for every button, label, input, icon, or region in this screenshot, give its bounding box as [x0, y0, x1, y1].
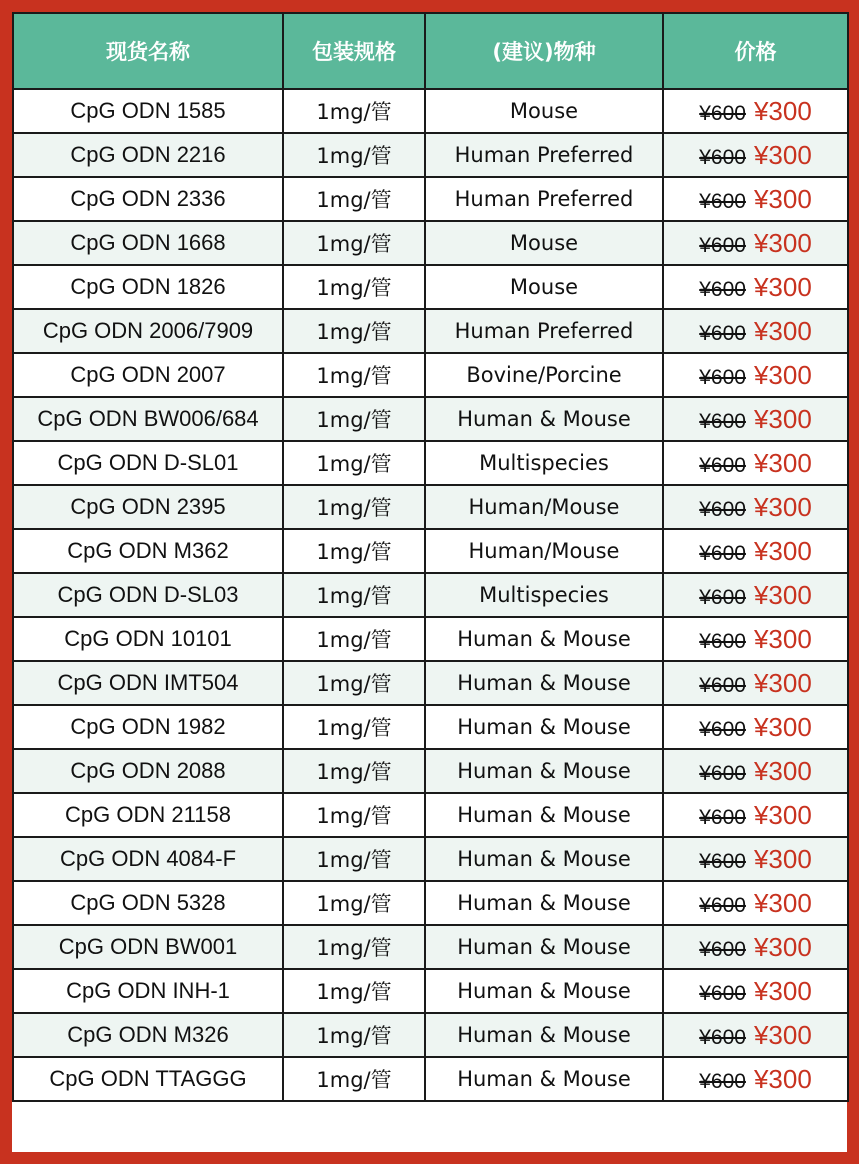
- product-name-cell: CpG ODN BW006/684: [13, 397, 283, 441]
- product-name-cell: CpG ODN 2006/7909: [13, 309, 283, 353]
- species-cell: Human Preferred: [425, 309, 663, 353]
- product-name-cell: CpG ODN D-SL03: [13, 573, 283, 617]
- price-cell: [663, 177, 848, 221]
- table-row: [13, 265, 848, 309]
- price-cell: [663, 705, 848, 749]
- sale-price: ¥300: [753, 227, 812, 258]
- product-price-table: [12, 12, 849, 1102]
- price-cell: [663, 617, 848, 661]
- price-cell: [663, 837, 848, 881]
- table-row: [13, 1013, 848, 1057]
- price-cell: [663, 969, 848, 1013]
- species-cell: Multispecies: [425, 573, 663, 617]
- product-name-cell: CpG ODN 4084-F: [13, 837, 283, 881]
- table-row: [13, 309, 848, 353]
- price-cell: [663, 881, 848, 925]
- package-spec-cell: 1mg/管: [283, 925, 425, 969]
- package-spec-cell: 1mg/管: [283, 177, 425, 221]
- original-price: ¥600: [699, 761, 746, 785]
- price-cell: [663, 485, 848, 529]
- sale-price: ¥300: [753, 667, 812, 698]
- table-row: [13, 793, 848, 837]
- table-row: [13, 529, 848, 573]
- table-row: [13, 837, 848, 881]
- package-spec-cell: 1mg/管: [283, 705, 425, 749]
- package-spec-cell: 1mg/管: [283, 309, 425, 353]
- sale-price: ¥300: [753, 271, 812, 302]
- sale-price: ¥300: [753, 755, 812, 786]
- sale-price: ¥300: [753, 975, 812, 1006]
- product-name-cell: CpG ODN D-SL01: [13, 441, 283, 485]
- product-name-cell: CpG ODN TTAGGG: [13, 1057, 283, 1101]
- species-cell: Human Preferred: [425, 133, 663, 177]
- package-spec-cell: 1mg/管: [283, 221, 425, 265]
- package-spec-cell: 1mg/管: [283, 353, 425, 397]
- price-cell: [663, 221, 848, 265]
- sale-price: ¥300: [753, 1019, 812, 1050]
- price-table-frame: [12, 12, 847, 1152]
- species-cell: Human & Mouse: [425, 1057, 663, 1101]
- original-price: ¥600: [699, 497, 746, 521]
- package-spec-cell: 1mg/管: [283, 837, 425, 881]
- price-cell: [663, 133, 848, 177]
- original-price: ¥600: [699, 321, 746, 345]
- table-header-row: [13, 13, 848, 89]
- product-name-cell: CpG ODN 1826: [13, 265, 283, 309]
- table-row: [13, 89, 848, 133]
- table-row: [13, 925, 848, 969]
- package-spec-cell: 1mg/管: [283, 661, 425, 705]
- price-cell: [663, 265, 848, 309]
- package-spec-cell: 1mg/管: [283, 485, 425, 529]
- package-spec-cell: 1mg/管: [283, 1057, 425, 1101]
- product-name-cell: CpG ODN 2395: [13, 485, 283, 529]
- sale-price: ¥300: [753, 711, 812, 742]
- species-cell: Human & Mouse: [425, 925, 663, 969]
- product-name-cell: CpG ODN BW001: [13, 925, 283, 969]
- species-cell: Human & Mouse: [425, 881, 663, 925]
- sale-price: ¥300: [753, 579, 812, 610]
- price-cell: [663, 925, 848, 969]
- package-spec-cell: 1mg/管: [283, 397, 425, 441]
- original-price: ¥600: [699, 453, 746, 477]
- product-name-cell: CpG ODN M362: [13, 529, 283, 573]
- species-cell: Human Preferred: [425, 177, 663, 221]
- table-row: [13, 617, 848, 661]
- product-name-cell: CpG ODN M326: [13, 1013, 283, 1057]
- sale-price: ¥300: [753, 887, 812, 918]
- table-row: [13, 969, 848, 1013]
- table-row: [13, 441, 848, 485]
- product-name-cell: CpG ODN 1585: [13, 89, 283, 133]
- original-price: ¥600: [699, 277, 746, 301]
- original-price: ¥600: [699, 893, 746, 917]
- package-spec-cell: 1mg/管: [283, 617, 425, 661]
- table-row: [13, 485, 848, 529]
- original-price: ¥600: [699, 937, 746, 961]
- species-cell: Human & Mouse: [425, 837, 663, 881]
- product-name-cell: CpG ODN 2216: [13, 133, 283, 177]
- product-name-cell: CpG ODN 21158: [13, 793, 283, 837]
- original-price: ¥600: [699, 981, 746, 1005]
- species-cell: Mouse: [425, 265, 663, 309]
- sale-price: ¥300: [753, 535, 812, 566]
- species-cell: Human & Mouse: [425, 397, 663, 441]
- package-spec-cell: 1mg/管: [283, 749, 425, 793]
- price-cell: [663, 441, 848, 485]
- sale-price: ¥300: [753, 1063, 812, 1094]
- package-spec-cell: 1mg/管: [283, 441, 425, 485]
- package-spec-cell: 1mg/管: [283, 881, 425, 925]
- sale-price: ¥300: [753, 403, 812, 434]
- package-spec-cell: 1mg/管: [283, 1013, 425, 1057]
- original-price: ¥600: [699, 233, 746, 257]
- original-price: ¥600: [699, 409, 746, 433]
- original-price: ¥600: [699, 717, 746, 741]
- sale-price: ¥300: [753, 183, 812, 214]
- table-row: [13, 133, 848, 177]
- original-price: ¥600: [699, 849, 746, 873]
- original-price: ¥600: [699, 145, 746, 169]
- package-spec-cell: 1mg/管: [283, 529, 425, 573]
- price-cell: [663, 661, 848, 705]
- product-name-cell: CpG ODN 2336: [13, 177, 283, 221]
- header-species: (建议)物种: [425, 13, 663, 89]
- product-name-cell: CpG ODN 1982: [13, 705, 283, 749]
- header-price: 价格: [663, 13, 848, 89]
- table-row: [13, 573, 848, 617]
- species-cell: Human & Mouse: [425, 617, 663, 661]
- species-cell: Human & Mouse: [425, 969, 663, 1013]
- species-cell: Human/Mouse: [425, 529, 663, 573]
- package-spec-cell: 1mg/管: [283, 793, 425, 837]
- species-cell: Human & Mouse: [425, 793, 663, 837]
- original-price: ¥600: [699, 629, 746, 653]
- species-cell: Human & Mouse: [425, 1013, 663, 1057]
- original-price: ¥600: [699, 189, 746, 213]
- package-spec-cell: 1mg/管: [283, 969, 425, 1013]
- table-row: [13, 1057, 848, 1101]
- product-name-cell: CpG ODN 1668: [13, 221, 283, 265]
- product-name-cell: CpG ODN 10101: [13, 617, 283, 661]
- original-price: ¥600: [699, 585, 746, 609]
- price-cell: [663, 1013, 848, 1057]
- price-cell: [663, 749, 848, 793]
- product-name-cell: CpG ODN 2088: [13, 749, 283, 793]
- price-cell: [663, 529, 848, 573]
- product-name-cell: CpG ODN INH-1: [13, 969, 283, 1013]
- sale-price: ¥300: [753, 799, 812, 830]
- species-cell: Human & Mouse: [425, 705, 663, 749]
- header-package-spec: 包装规格: [283, 13, 425, 89]
- price-cell: [663, 573, 848, 617]
- original-price: ¥600: [699, 365, 746, 389]
- species-cell: Multispecies: [425, 441, 663, 485]
- species-cell: Human & Mouse: [425, 661, 663, 705]
- product-name-cell: CpG ODN 5328: [13, 881, 283, 925]
- sale-price: ¥300: [753, 95, 812, 126]
- package-spec-cell: 1mg/管: [283, 89, 425, 133]
- original-price: ¥600: [699, 101, 746, 125]
- price-cell: [663, 1057, 848, 1101]
- table-row: [13, 353, 848, 397]
- original-price: ¥600: [699, 1069, 746, 1093]
- price-cell: [663, 397, 848, 441]
- original-price: ¥600: [699, 673, 746, 697]
- package-spec-cell: 1mg/管: [283, 573, 425, 617]
- species-cell: Human & Mouse: [425, 749, 663, 793]
- price-cell: [663, 353, 848, 397]
- species-cell: Mouse: [425, 89, 663, 133]
- sale-price: ¥300: [753, 491, 812, 522]
- package-spec-cell: 1mg/管: [283, 133, 425, 177]
- table-row: [13, 177, 848, 221]
- table-body: [13, 89, 848, 1101]
- original-price: ¥600: [699, 541, 746, 565]
- species-cell: Bovine/Porcine: [425, 353, 663, 397]
- original-price: ¥600: [699, 1025, 746, 1049]
- sale-price: ¥300: [753, 623, 812, 654]
- price-cell: [663, 89, 848, 133]
- sale-price: ¥300: [753, 931, 812, 962]
- product-name-cell: CpG ODN IMT504: [13, 661, 283, 705]
- price-cell: [663, 793, 848, 837]
- table-row: [13, 397, 848, 441]
- table-row: [13, 221, 848, 265]
- product-name-cell: CpG ODN 2007: [13, 353, 283, 397]
- table-row: [13, 749, 848, 793]
- sale-price: ¥300: [753, 315, 812, 346]
- package-spec-cell: 1mg/管: [283, 265, 425, 309]
- price-cell: [663, 309, 848, 353]
- species-cell: Human/Mouse: [425, 485, 663, 529]
- header-product-name: 现货名称: [13, 13, 283, 89]
- sale-price: ¥300: [753, 447, 812, 478]
- sale-price: ¥300: [753, 139, 812, 170]
- table-row: [13, 661, 848, 705]
- original-price: ¥600: [699, 805, 746, 829]
- sale-price: ¥300: [753, 843, 812, 874]
- table-row: [13, 705, 848, 749]
- sale-price: ¥300: [753, 359, 812, 390]
- table-row: [13, 881, 848, 925]
- species-cell: Mouse: [425, 221, 663, 265]
